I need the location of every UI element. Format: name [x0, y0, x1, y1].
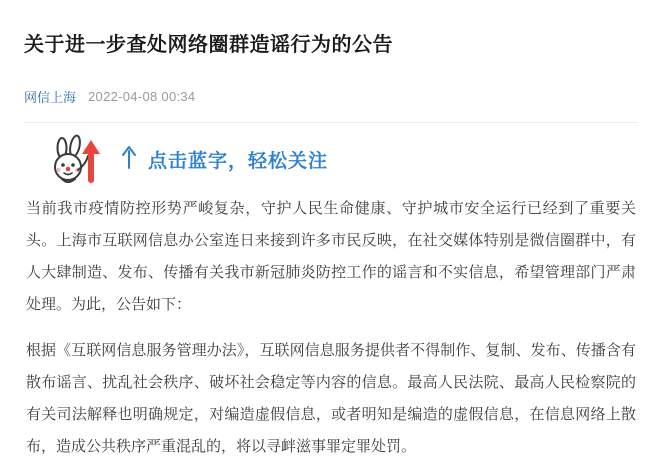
article-meta: [0, 73, 662, 106]
follow-banner[interactable]: [0, 123, 662, 185]
article-page: [0, 13, 662, 467]
page-title: 关于进一步查处网络圈群造谣行为的公告: [24, 34, 393, 57]
follow-banner-text: 点击蓝字，轻松关注: [148, 151, 329, 173]
article-date: 2022-04-08 00:34: [88, 88, 196, 104]
article-paragraph: 当前我市疫情防控形势严峻复杂，守护人民生命健康、守护城市安全运行已经到了重要关头。上海市互联网信息办公室连日来接到许多市民反映，在社交媒体特别是微信圈群中，有人大肆制造、发布、传播有关我市新冠肺炎防控工作的谣言和不实信息，希望管理部门严肃处理。为此，公告如下：: [26, 199, 636, 313]
arrow-up-icon-small: [120, 145, 138, 174]
arrow-up-icon: [82, 140, 100, 180]
rabbit-mascot-icon: [42, 134, 116, 192]
article-paragraph: 根据《互联网信息服务管理办法》，互联网信息服务提供者不得制作、复制、发布、传播含有散布谣言、扰乱社会秩序、破坏社会稳定等内容的信息。最高人民法院、最高人民检察院的有关司法解释也明确规定，对编造虚假信息，或者明知是编造的虚假信息，在信息网络上散布，造成公共秩序严重混乱的，将以寻衅滋事罪定罪处罚。: [26, 341, 636, 455]
article-body: [0, 185, 662, 463]
article-source[interactable]: 网信上海: [24, 89, 77, 105]
